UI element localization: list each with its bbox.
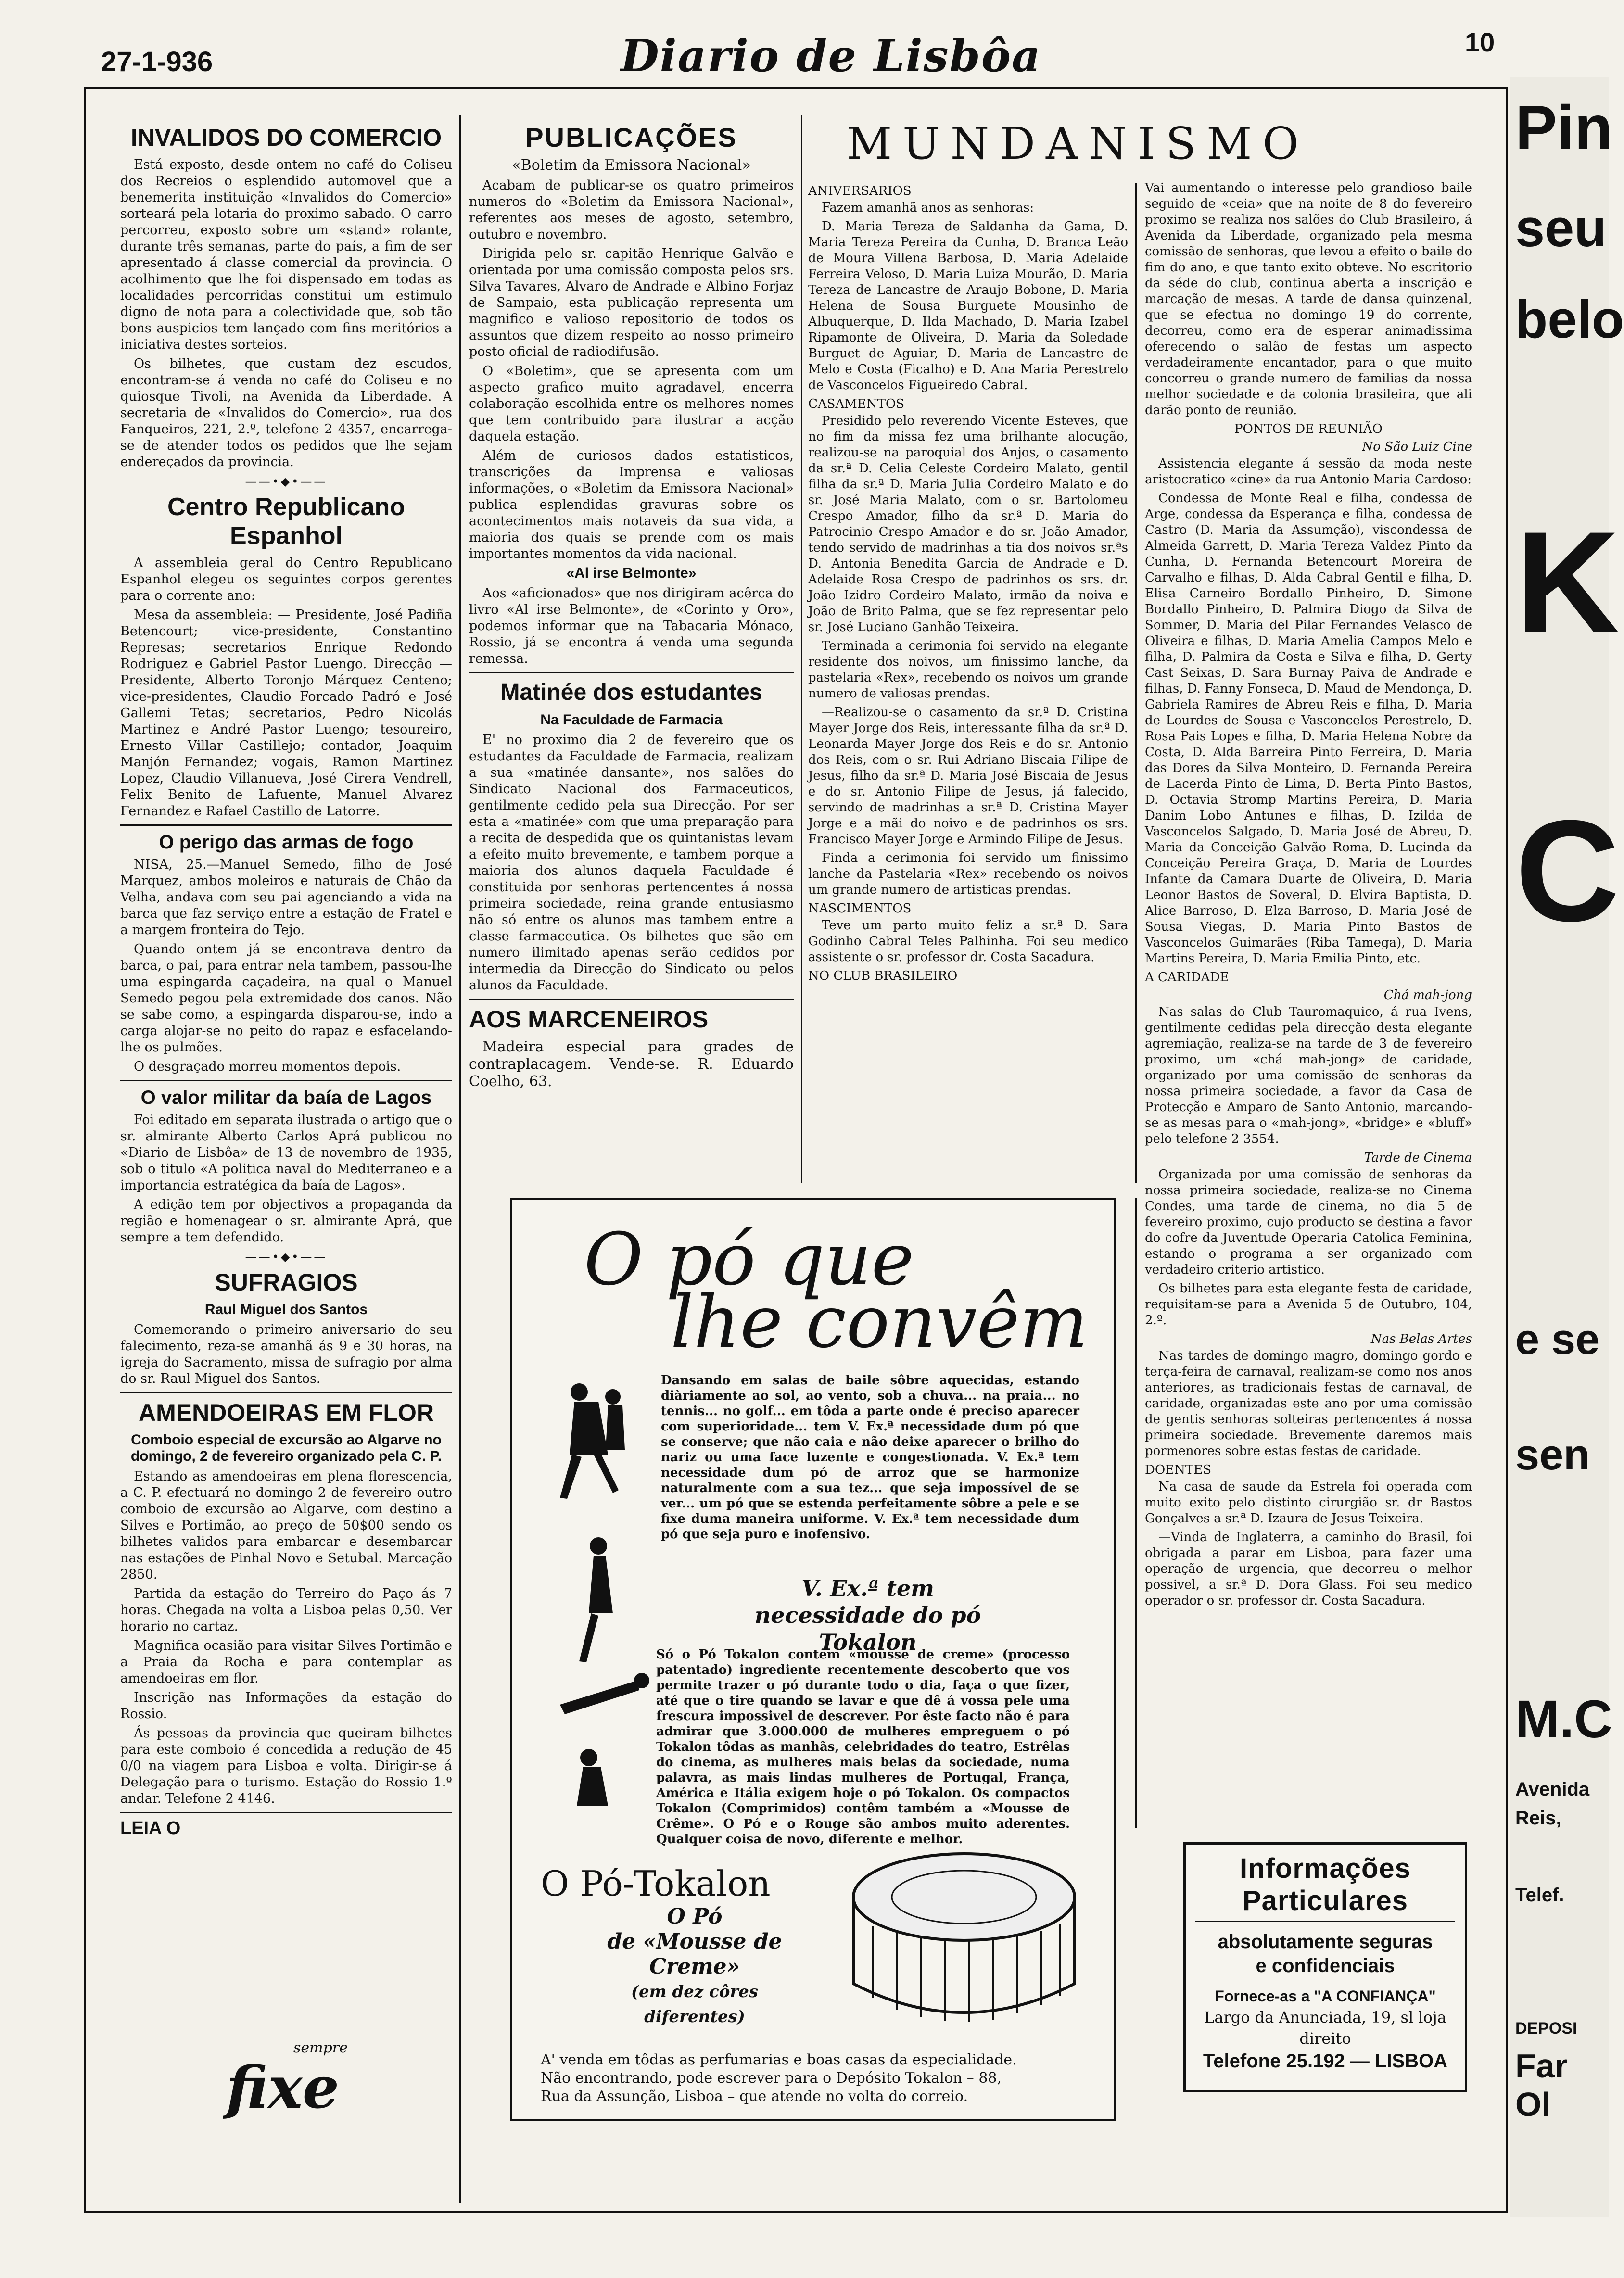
strip-text: Reis, xyxy=(1515,1808,1561,1829)
adjacent-page-strip xyxy=(1510,77,1624,2217)
strip-text: C xyxy=(1515,790,1620,951)
section-heading: PONTOS DE REUNIÃO xyxy=(1234,422,1383,436)
divider xyxy=(469,672,794,673)
ornamental-divider: ——•◆•—— xyxy=(245,1250,328,1264)
paragraph: NISA, 25.—Manuel Semedo, filho de José Marquez, ambos moleiros e naturais de Chão da Velha, andava com seu pai agenciando a vida na barca que faz serviço entre a estação de Fratel e a margem fronteira do Tejo. xyxy=(120,857,452,937)
divider xyxy=(120,1812,452,1813)
paragraph: —Realizou-se o casamento da sr.ª D. Cristina Mayer Jorge dos Reis, interessante filha da sr.ª D. Leonarda Mayer Jorge dos Reis e do sr. Antonio dos Reis, com o sr. Rui Adriano Biscaia Filipe de Jesus, filho da sr.ª D. Maria José Biscaia de Jesus e do sr. Antonio Filipe de Jesus, já falecido, servindo de madrinhas a sr.ª D. Cristina Mayer Jorge e a mãi do noivo e de padrinhos os srs. Francisco Mayer Jorge e Armindo Filipe de Jesus. xyxy=(808,705,1128,847)
ad-title: Informações Particulares xyxy=(1195,1852,1455,1922)
article-subtitle: «Boletim da Emissora Nacional» xyxy=(512,157,751,174)
paragraph: Nas salas do Club Tauromaquico, á rua Ivens, gentilmente cedidas pela direcção desta elegante agremiação, realiza-se na tarde de 3 de fevereiro proximo, um «chá mah-jong» de caridade, organizado por uma comissão de senhoras da nossa primeira sociedade, a favor da Casa de Protecção e Amparo de Santo Antonio, marcando-se as mesas para o «mah-jong», «bridge» e «bluff» pelo telefone 2 3554. xyxy=(1145,1005,1472,1146)
column-3 xyxy=(808,180,1128,985)
paragraph: Assistencia elegante á sessão da moda neste aristocratico «cine» da rua Antonio Maria Cardoso: xyxy=(1145,456,1472,487)
leia-label: LEIA O xyxy=(120,1818,181,1838)
ad-body: Dansando em salas de baile sôbre aquecidas, estando diàriamente ao sol, ao vento, sob a chuva... na praia... no tennis... no golf... em tôda a parte onde é preciso aparecer com superioridade... tem V. Ex.ª necessidade dum pó que se conserve; que não caia e não deixe aparecer o brilho do nariz ou uma face luzente e congestionada. V. Ex.ª tem necessidade dum pó de arroz que se harmonize naturalmente com a sua tez... que seja impossível de se ver... um pó que se estenda perfeitamente sôbre a pele e se fixe duma maneira uniforme. V. Ex.ª tem necessidade dum pó que seja puro e inofensivo. xyxy=(661,1373,1079,1542)
section-heading: NO CLUB BRASILEIRO xyxy=(808,969,958,983)
paragraph: Finda a cerimonia foi servido um finissimo lanche da Pastelaria «Rex» recebendo os noivos um grande numero de artisticas prendas. xyxy=(808,851,1128,897)
column-rule xyxy=(1135,1198,1137,1828)
paragraph: —Vinda de Inglaterra, a caminho do Brasil, foi obrigada a parar em Lisboa, para fazer uma operação de urgencia, que decorreu o melhor possivel, a sr.ª D. Dora Glass. Foi seu medico operador o sr. professor dr. Costa Sacadura. xyxy=(1145,1530,1472,1608)
article-subtitle: Na Faculdade de Farmacia xyxy=(540,712,723,728)
paragraph: Terminada a cerimonia foi servido na elegante residente dos noivos, um finissimo lanche, da pastelaria «Rex», recebendo os noivos um grande numero de valiosas prendas. xyxy=(808,639,1128,701)
fixe-logo: fixe xyxy=(226,2054,340,2122)
ad-line: Telefone 25.192 — LISBOA xyxy=(1203,2050,1448,2072)
ad-headline: lhe convêm xyxy=(671,1280,1088,1364)
paragraph: Nas tardes de domingo magro, domingo gordo e terça-feira de carnaval, realizam-se como nos anos anteriores, as tradicionais festas de carnaval, de caridade, organizadas este ano por uma comissão de gentis senhoras solteiras pertencentes á nossa primeira sociedade. Brevemente daremos mais pormenores sobre estas festas de caridade. xyxy=(1145,1349,1472,1458)
column-1 xyxy=(120,120,452,1839)
ad-body: Só o Pó Tokalon contem «mousse de creme» (processo patentado) ingrediente recentemente descoberto que vos permite trazer o pó durante todo o dia, faça o que fizer, até que o tire quando se lavar e que dê á vossa pele uma frescura impossivel de descrever. Por êste facto não é para admirar que 3.000.000 de mulheres empreguem o pó Tokalon tôdas as manhãs, celebridades do teatro, Estrêlas do cinema, as mulheres mais belas da sociedade, numa palavra, as mais lindas mulheres de Portugal, França, América e Itália exigem hoje o pó Tokalon. Os compactos Tokalon (Comprimidos) contêm também a «Mousse de Crême». O Pó e o Rouge são ambos muito aderentes. Qualquer coisa de novo, diferente e melhor. xyxy=(656,1647,1070,1847)
article-title: Centro Republicano Espanhol xyxy=(167,493,406,550)
paragraph: Além de curiosos dados estatisticos, transcrições da Imprensa e valiosas informações, o «Boletim da Emissora Nacional» publica esplendidas gravuras sobre os acontecimentos mais notaveis da sua vida, a maioria dos quais se prende com os mais importantes momentos da vida nacional. xyxy=(469,448,794,561)
paragraph: Foi editado em separata ilustrada o artigo que o sr. almirante Alberto Carlos Aprá publicou no «Diario de Lisbôa» de 13 de novembro de 1935, sob o titulo «A politica naval do Mediterraneo e a importancia estratégica da baía de Lagos». xyxy=(120,1113,452,1193)
strip-text: sen xyxy=(1515,1431,1590,1479)
paragraph: Aos «aficionados» que nos dirigiram acêrca do livro «Al irse Belmonte», de «Corinto y Oro», podemos informar que na Tabacaria Mónaco, Rossio, já se encontra á venda uma segunda remessa. xyxy=(469,586,794,666)
divider xyxy=(120,1392,452,1393)
paragraph: Comemorando o primeiro aniversario do seu falecimento, reza-se amanhã ás 9 e 30 horas, na igreja do Sacramento, missa de sufragio por alma do sr. Raul Miguel dos Santos. xyxy=(120,1322,452,1386)
confianca-advertisement xyxy=(1183,1842,1467,2092)
subheading: Tarde de Cinema xyxy=(1364,1151,1472,1165)
fixe-tagline: sempre xyxy=(293,2039,348,2056)
tokalon-advertisement xyxy=(510,1198,1116,2121)
column-rule xyxy=(459,115,461,2203)
article-subtitle: Raul Miguel dos Santos xyxy=(204,1302,368,1317)
ad-product-line: de «Mousse de Creme» xyxy=(607,1929,782,1979)
strip-text: Avenida xyxy=(1515,1779,1590,1800)
paragraph: Dirigida pelo sr. capitão Henrique Galvão e orientada por uma comissão composta pelos srs. Silva Tavares, Alvaro de Andrade e Albino Forjaz de Sampaio, esta publicação representa um magnifico e valioso repositorio de todos os assuntos que dizem respeito ao nosso primeiro posto oficial de radiodifusão. xyxy=(469,246,794,359)
ad-line: e confidenciais xyxy=(1256,1955,1395,1976)
ad-subheadline xyxy=(723,1575,1012,1656)
dancers-illustration xyxy=(541,1373,651,1815)
section-title: MUNDANISMO xyxy=(847,118,1309,169)
article-title: O valor militar da baía de Lagos xyxy=(140,1087,432,1108)
ad-product xyxy=(579,1904,810,2029)
strip-text: Far xyxy=(1515,2047,1568,2085)
strip-text: seu xyxy=(1515,199,1607,258)
strip-text: DEPOSI xyxy=(1515,2019,1577,2038)
paragraph: Vai aumentando o interesse pelo grandioso baile seguido de «ceia» que na noite de 8 do fevereiro proximo se realiza nos salões do Club Brasileiro, á Avenida da Liberdade, organizado pela mesma comissão de senhoras, que levou a efeito o baile do fim do ano, e que tanto exito obteve. No escritorio da séde do club, continua aberta a inscrição e marcação de mesas. A tarde de dansa quinzenal, que se efectua no domingo 19 do corrente, decorreu, como era de esperar animadissima oferecendo o salão de festas um aspecto verdadeiramente encantador, para o que muito concorreu o grande numero de familias da nossa melhor sociedade e da colonia brasileira, que ali darão ponto de reunião. xyxy=(1145,181,1472,418)
ad-brand: O Pó-Tokalon xyxy=(541,1863,771,1904)
strip-text: belo xyxy=(1515,290,1624,349)
column-4 xyxy=(1145,180,1472,1612)
paragraph: Condessa de Monte Real e filha, condessa de Arge, condessa da Esperança e filha, condessa de Castro (D. Maria da Assumção), viscondessa de Almeida Garrett, D. Maria Tereza Valdez Pinto da Cunha, D. Fernanda Betencourt Moreira de Carvalho e filhas, D. Alda Cabral Gentil e filha, D. Elisa Carneiro Bordallo Pinheiro, D. Simone Bordallo Pinheiro, D. Palmira Diogo da Silva de Sommer, D. Maria del Pilar Fernandes Velasco de Oliveira e filhas, D. Maria Amelia Campos Melo e filha, D. Palmira da Costa e Silva e filha, D. Gerty Cast Seixas, D. Sara Burnay Paiva de Andrade e filhas, D. Fanny Fonseca, D. Maud de Mendonça, D. Gabriela Ramires de Abreu Reis e filha, D. Maria de Lourdes de Sousa e Vasconcelos Perestrelo, D. Rosa Pais Lopes e filha, D. Maria Helena Nobre da Costa, D. Alda Barreira Pinto Ferreira, D. Maria das Dores da Silva Monteiro, D. Fernanda Pereira de Lacerda Pinto de Lima, D. Berta Pinto Bastos, D. Octavia Stromp Martins Pereira, D. Maria Danim Lobo Antunes e filhas, D. Izilda de Vasconcelos Salgado, D. Maria José de Abreu, D. Maria da Conceição Galvão Roma, D. Lucinda da Conceição Pereira Graça, D. Maria de Lourdes Infante da Camara Duarte de Oliveira, D. Maria Leonor Bastos de Soveral, D. Elvira Baptista, D. Alice Barroso, D. Elza Barroso, D. Maria José de Sousa Viegas, D. Maria Pinto Bastos de Vasconcelos Guimarães (Riba Tamega), D. Maria Martins Pereira, D. Maria Emilia Pinto, etc. xyxy=(1145,491,1472,966)
paragraph: Madeira especial para grades de contraplacagem. Vende-se. R. Eduardo Coelho, 63. xyxy=(469,1038,794,1090)
powder-box-illustration xyxy=(844,1839,1084,2041)
section-heading: CASAMENTOS xyxy=(808,397,905,411)
section-heading: NASCIMENTOS xyxy=(808,901,912,916)
article-title: O perigo das armas de fogo xyxy=(159,832,414,853)
paragraph: O desgraçado morreu momentos depois. xyxy=(134,1059,401,1074)
paragraph: Magnifica ocasião para visitar Silves Portimão e a Praia da Rocha e para contemplar as amendoeiras em flor. xyxy=(120,1638,452,1686)
ad-line: Largo da Anunciada, 19, sl loja direito xyxy=(1204,2008,1446,2048)
ad-product-line: (em dez côres diferentes) xyxy=(631,1982,759,2026)
subheading: No São Luiz Cine xyxy=(1362,440,1472,454)
strip-text: Telef. xyxy=(1515,1885,1564,1906)
article-title: AMENDOEIRAS EM FLOR xyxy=(139,1399,434,1426)
paragraph: Mesa da assembleia: — Presidente, José Padiña Betencourt; vice-presidente, Constantino Represas; secretarios Enrique Redondo Rodriguez e Gabriel Pastor Luengo. Direcção — Presidente, Alberto Toronjo Márquez Centeno; vice-presidentes, Claudio Forcado Padró e José Gallemi Tetas; secretarios, Pedro Nicolás Martinez e André Pastor Luengo; tesoureiro, Ernesto Villar Castillejo; contador, Joaquim Manjón Fernandez; vogais, Ramon Martinez Lopez, Claudio Villanueva, José Cirera Vendrell, Felix Benito de Lafuente, Manuel Alvarez Fernandez e Rafael Castillo de Latorre. xyxy=(120,607,452,819)
column-rule xyxy=(801,115,802,1183)
paragraph: Ás pessoas da provincia que queiram bilhetes para este comboio é concedida a redução de 45 0/0 na viagem para Lisboa e volta. Dirigir-se á Delegação para o turismo. Estação do Rossio 1.º andar. Telefone 2 4146. xyxy=(120,1726,452,1806)
ornamental-divider: ——•◆•—— xyxy=(245,475,328,488)
ad-subheadline-line: V. Ex.ª tem xyxy=(801,1575,934,1601)
article-title: Matinée dos estudantes xyxy=(500,680,762,705)
column-rule xyxy=(1135,183,1137,1183)
paragraph: Teve um parto muito feliz a sr.ª D. Sara Godinho Cabral Teles Palhinha. Foi seu medico assistente o sr. professor dr. Costa Sacadura. xyxy=(808,918,1128,964)
article-subtitle: Comboio especial de excursão ao Algarve no domingo, 2 de fevereiro organizado pela C. P. xyxy=(130,1432,442,1464)
paragraph: E' no proximo dia 2 de fevereiro que os estudantes da Faculdade de Farmacia, realizam a sua «matinée dansante», nos salões do Sindicato Nacional dos Farmaceuticos, gentilmente cedido pela sua Direcção. Por ser esta a «matinée» com que uma preparação para a recita de despedida que os quintanistas levam a efeito muito brevemente, e tambem porque a maioria dos alunos daquela Faculdade é constituida por senhoras pertencentes á nossa primeira sociedade, reina grande entusiasmo não só entre os alunos mas tambem entre a classe farmaceutica. Os bilhetes que são em numero ilimitado apenas serão cedidos por intermedia da Direcção do Sindicato ou pelos alunos da Faculdade. xyxy=(469,733,794,993)
paragraph: Quando ontem já se encontrava dentro da barca, o pai, para entrar nela tambem, passou-lhe uma espingarda caçadeira, na qual o Manuel Semedo pegou pela extremidade dos canos. Não se sabe como, a espingarda disparou-se, indo a carga alojar-se no peito do rapaz e esfacelando-lhe os pulmões. xyxy=(120,942,452,1055)
paragraph: Fazem amanhã anos as senhoras: xyxy=(822,201,1034,215)
strip-text: Ol xyxy=(1515,2086,1551,2123)
column-2 xyxy=(469,120,794,1093)
paragraph: Estando as amendoeiras em plena florescencia, a C. P. efectuará no domingo 2 de fevereiro outro comboio de excursão ao Algarve, com destino a Silves e Portimão, ao preço de 50$00 sendo os bilhetes validos para embarcar e desembarcar nas estações de Pinhal Novo e Setubal. Marcação 2850. xyxy=(120,1469,452,1582)
ad-footer-line: Não encontrando, pode escrever para o Depósito Tokalon – 88, xyxy=(541,2070,1002,2087)
paragraph: D. Maria Tereza de Saldanha da Gama, D. Maria Tereza Pereira da Cunha, D. Branca Leão de Moura Villena Barbosa, D. Maria Adelaide Ferreira Veloso, D. Maria Luiza Mourão, D. Maria Tereza de Lancastre de Araujo Bobone, D. Maria Helena de Sousa Burguete Mousinho de Albuquerque, D. Ilda Machado, D. Maria Izabel Ripamonte de Oliveira, D. Maria da Soledade Burguet de Aguiar, D. Maria de Lancastre de Melo e Costa (Ficalho) e D. Ana Maria Perestrelo de Vasconcelos Figueiredo Cabral. xyxy=(808,219,1128,392)
subheading: Chá mah-jong xyxy=(1383,988,1472,1002)
paragraph: Acabam de publicar-se os quatro primeiros numeros do «Boletim da Emissora Nacional», referentes aos meses de agosto, setembro, outubro e novembro. xyxy=(469,178,794,242)
ad-headline: O pó que xyxy=(584,1218,914,1302)
paragraph: Na casa de saude da Estrela foi operada com muito exito pelo distinto cirurgião sr. dr Bastos Gonçalves a sr.ª D. Izaura de Jesus Teixeira. xyxy=(1145,1480,1472,1526)
paragraph: A assembleia geral do Centro Republicano Espanhol elegeu os seguintes corpos gerentes para o corrente ano: xyxy=(120,556,452,603)
paragraph: Está exposto, desde ontem no café do Coliseu dos Recreios o esplendido automovel que a benemerita instituição «Invalidos do Comercio» sorteará pela lotaria do proximo sabado. O carro percorreu, exposto sobre um «stand» rolante, durante três semanas, parte do país, a fim de ser apresentado á classe comercial da provincia. O acolhimento que lhe foi dispensado em todas as localidades percorridas constitui um estimulo digno de nota para a colectividade que, sob tão bons auspicios tem lançado com fins meritórios a iniciativa destes sorteios. xyxy=(120,157,452,352)
ad-footer-line: A' venda em tôdas as perfumarias e boas casas da especialidade. xyxy=(541,2051,1017,2068)
paragraph: A edição tem por objectivos a propaganda da região e homenagear o sr. almirante Aprá, que sempre a tem defendido. xyxy=(120,1197,452,1245)
paragraph: Os bilhetes, que custam dez escudos, encontram-se á venda no café do Coliseu e no quiosque Tivoli, na Avenida da Liberdade. A secretaria de «Invalidos do Comercio», rua dos Fanqueiros, 221, 2.º, telefone 2 4357, encarrega-se de atender todos os pedidos que lhe sejam endereçados da provincia. xyxy=(120,356,452,469)
article-title: SUFRAGIOS xyxy=(215,1269,358,1296)
strip-text: Pin xyxy=(1515,92,1613,163)
divider xyxy=(469,999,794,1000)
section-heading: DOENTES xyxy=(1145,1463,1212,1477)
article-title: INVALIDOS DO COMERCIO xyxy=(130,124,442,151)
article-title: AOS MARCENEIROS xyxy=(469,1006,709,1033)
section-heading: ANIVERSARIOS xyxy=(808,184,912,198)
strip-text: M.C xyxy=(1515,1690,1612,1749)
paragraph: Inscrição nas Informações da estação do Rossio. xyxy=(120,1690,452,1721)
strip-text: K xyxy=(1515,501,1620,663)
ad-subheadline-line: necessidade do pó Tokalon xyxy=(754,1602,981,1655)
ad-line: Fornece-as a "A CONFIANÇA" xyxy=(1215,1987,1436,2005)
newspaper-title: Diario de Lisbôa xyxy=(621,30,1041,82)
paragraph: O «Boletim», que se apresenta com um aspecto grafico muito agradavel, encerra colaboração escolhida entre os melhores nomes que tem contribuido para ilustrar a acção daquela estação. xyxy=(469,364,794,444)
subheading: Nas Belas Artes xyxy=(1370,1332,1472,1346)
paragraph: Presidido pelo reverendo Vicente Esteves, que no fim da missa fez uma brilhante alocução, realizou-se na paroquial dos Anjos, o casamento da sr.ª D. Celia Celeste Cordeiro Malato, gentil filha da sr.ª D. Maria Julia Cordeiro Malato e do sr. José Maria Malato, com o sr. Bartolomeu Crespo Amador, filho da sr.ª D. Maria do Patrocinio Crespo Amador e do sr. João Amador, tendo servido de madrinhas a tia dos noivos sr.ªs D. Antonia Benedita Garcia de Andrade e D. Adelaide Rosa Crespo de padrinhos os srs. dr. João Izidro Cordeiro Malato, irmão da noiva e João de Brito Palma, que se fez representar pelo sr. José Luciano Ganhão Teixeira. xyxy=(808,414,1128,634)
paragraph: Organizada por uma comissão de senhoras da nossa primeira sociedade, realiza-se no Cinema Condes, uma tarde de cinema, no dia 5 de fevereiro proximo, cujo producto se destina a favor do cofre da Juventude Operaria Catolica Feminina, estando o programa a ser organizado com verdadeiro criterio artistico. xyxy=(1145,1167,1472,1277)
ad-footer-line: Rua da Assunção, Lisboa – que atende no volta do correio. xyxy=(541,2088,968,2105)
ad-product-line: O Pó xyxy=(667,1904,723,1929)
divider xyxy=(120,1080,452,1081)
strip-text: e se xyxy=(1515,1316,1600,1364)
paragraph: Partida da estação do Terreiro do Paço ás 7 horas. Chegada na volta a Lisboa pelas 0,50. Ver horario no cartaz. xyxy=(120,1586,452,1634)
section-heading: A CARIDADE xyxy=(1145,970,1230,985)
paragraph: Os bilhetes para esta elegante festa de caridade, requisitam-se para a Avenida 5 de Outubro, 104, 2.º. xyxy=(1145,1281,1472,1328)
article-subtitle: «Al irse Belmonte» xyxy=(566,565,697,581)
ad-footer xyxy=(541,2051,1094,2106)
divider xyxy=(120,824,452,826)
issue-date: 27-1-936 xyxy=(101,46,213,77)
article-title: PUBLICAÇÕES xyxy=(525,122,737,152)
ad-line: absolutamente seguras xyxy=(1218,1931,1433,1952)
page-number: 10 xyxy=(1465,27,1495,57)
